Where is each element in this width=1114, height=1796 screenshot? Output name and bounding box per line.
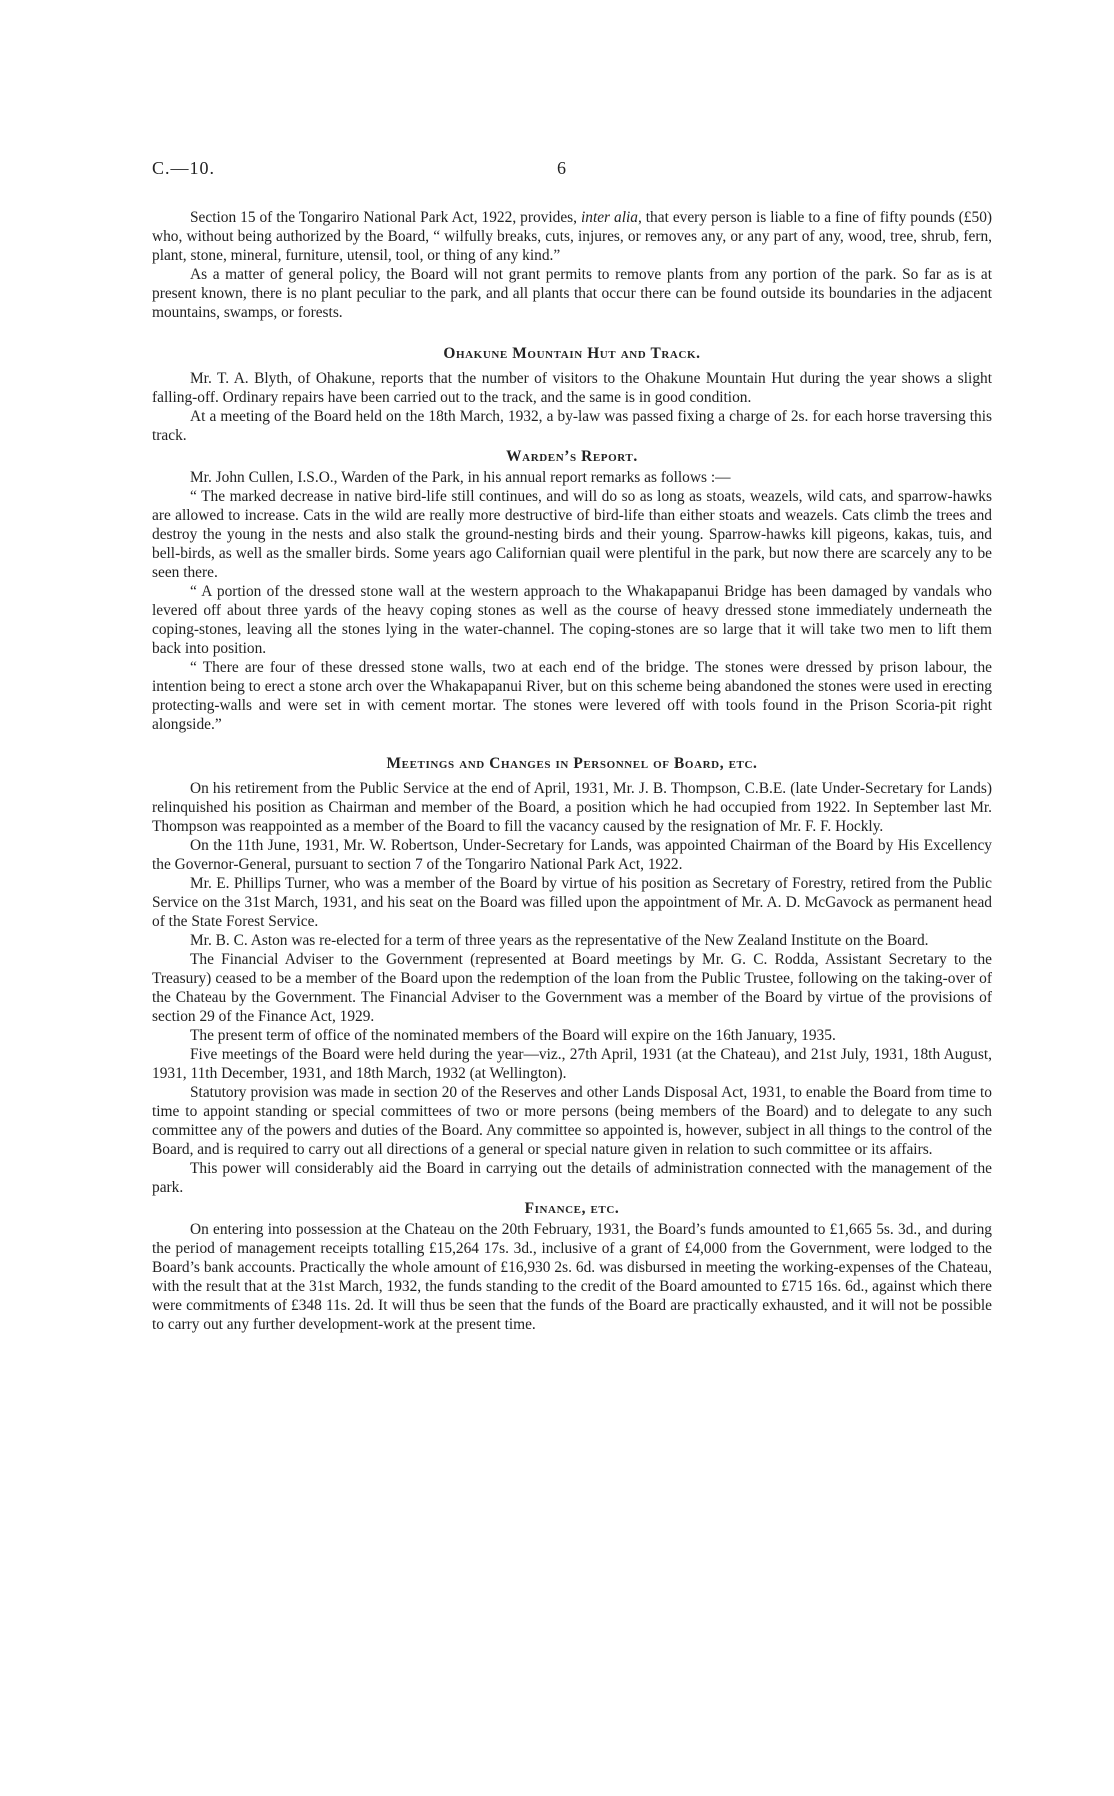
meetings-paragraph-9: This power will considerably aid the Board in carrying out the details of administration connected with the management of the park. [152,1160,992,1196]
intro-paragraph-1: Section 15 of the Tongariro National Park Act, 1922, provides, inter alia, that every person is liable to a fine of fifty pounds (£50) who, without being authorized by the Board, “ wilfully breaks, cuts, injures, or removes any, or any part of any, wood, tree, shrub, fern, plant, stone, mineral, furniture, utensil, tool, or thing of any kind.” [152,209,993,264]
meetings-paragraph-8: Statutory provision was made in section 20 of the Reserves and other Lands Disposal Act, 1931, to enable the Board from time to time to appoint standing or special committees of two or more persons (being members of the Board) and to delegate to any such committee any of the powers and duties of the Board. Any committee so appointed is, however, subject in all things to the control of the Board, and is required to carry out all directions of a general or special nature given in relation to such committee or its affairs. [152,1084,992,1158]
meetings-paragraph-3: Mr. E. Phillips Turner, who was a member of the Board by virtue of his position as Secretary of Forestry, retired from the Public Service on the 31st March, 1931, and his seat on the Board was filled upon the appointment of Mr. A. D. McGavock as permanent head of the State Forest Service. [152,875,992,930]
warden-paragraph-1: Mr. John Cullen, I.S.O., Warden of the Park, in his annual report remarks as follows :— [190,469,731,486]
ohakune-paragraph-2: At a meeting of the Board held on the 18th March, 1932, a by-law was passed fixing a charge of 2s. for each horse traversing this track. [152,408,992,444]
document-body [152,208,992,1334]
section-heading-finance: Finance, etc. [524,1200,620,1217]
page-number: 6 [557,158,566,178]
latin-phrase: inter alia [580,209,638,226]
meetings-paragraph-1: On his retirement from the Public Service at the end of April, 1931, Mr. J. B. Thompson, C.B.E. (late Under-Secretary for Lands) relinquished his position as Chairman and member of the Board, a position which he had occupied from 1922. In September last Mr. Thompson was reappointed as a member of the Board to fill the vacancy caused by the resignation of Mr. F. F. Hockly. [152,780,992,835]
warden-paragraph-4: “ There are four of these dressed stone walls, two at each end of the bridge. The stones were dressed by prison labour, the intention being to erect a stone arch over the Whakapapanui River, but on this scheme being abandoned the stones were used in erecting protecting-walls and were set in with cement mortar. The stones were levered off with tools found in the Prison Scoria-pit right alongside.” [152,659,992,733]
page-header [152,150,992,180]
ohakune-paragraph-1: Mr. T. A. Blyth, of Ohakune, reports that the number of visitors to the Ohakune Mountain Hut during the year shows a slight falling-off. Ordinary repairs have been carried out to the track, and the same is in good condition. [152,370,992,406]
meetings-paragraph-2: On the 11th June, 1931, Mr. W. Robertson, Under-Secretary for Lands, was appointed Chairman of the Board by His Excellency the Governor-General, pursuant to section 7 of the Tongariro National Park Act, 1922. [152,837,992,873]
document-page [152,150,992,1334]
meetings-paragraph-4: Mr. B. C. Aston was re-elected for a term of three years as the representative of the New Zealand Institute on the Board. [190,932,929,949]
warden-paragraph-2: “ The marked decrease in native bird-life still continues, and will do so as long as stoats, weazels, wild cats, and sparrow-hawks are allowed to increase. Cats in the wild are really more destructive of bird-life than either stoats and weazels. Cats climb the trees and destroy the young in the nests and also stalk the ground-nesting birds and their young. Sparrow-hawks kill pigeons, kakas, tuis, and bell-birds, as well as the smaller birds. Some years ago Californian quail were plentiful in the park, but now there are scarcely any to be seen there. [152,488,992,581]
section-heading-meetings: Meetings and Changes in Personnel of Board, etc. [386,755,758,772]
meetings-paragraph-7: Five meetings of the Board were held during the year—viz., 27th April, 1931 (at the Chateau), and 21st July, 1931, 18th August, 1931, 11th December, 1931, and 18th March, 1932 (at Wellington). [152,1046,992,1082]
warden-paragraph-3: “ A portion of the dressed stone wall at the western approach to the Whakapapanui Bridge has been damaged by vandals who levered off about three yards of the heavy coping stones as well as the course of heavy dressed stone immediately underneath the coping-stones, leaving all the stones lying in the water-channel. The coping-stones are so large that it will take two men to lift them back into position. [152,583,992,657]
meetings-paragraph-6: The present term of office of the nominated members of the Board will expire on the 16th January, 1935. [190,1027,836,1044]
finance-paragraph-1: On entering into possession at the Chateau on the 20th February, 1931, the Board’s funds amounted to £1,665 5s. 3d., and during the period of management receipts totalling £15,264 17s. 3d., inclusive of a grant of £4,000 from the Government, were lodged to the Board’s bank accounts. Practically the whole amount of £16,930 2s. 6d. was disbursed in meeting the working-expenses of the Chateau, with the result that at the 31st March, 1932, the funds standing to the credit of the Board amounted to £715 16s. 6d., against which there were commitments of £348 11s. 2d. It will thus be seen that the funds of the Board are practically exhausted, and it will not be possible to carry out any further development-work at the present time. [152,1221,992,1333]
intro-paragraph-2: As a matter of general policy, the Board will not grant permits to remove plants from any portion of the park. So far as is at present known, there is no plant peculiar to the park, and all plants that occur there can be found outside its boundaries in the adjacent mountains, swamps, or forests. [152,266,992,321]
section-heading-warden: Warden’s Report. [506,448,638,465]
section-heading-ohakune: Ohakune Mountain Hut and Track. [443,345,701,362]
document-reference: C.—10. [152,158,216,178]
meetings-paragraph-5: The Financial Adviser to the Government (represented at Board meetings by Mr. G. C. Rodda, Assistant Secretary to the Treasury) ceased to be a member of the Board upon the redemption of the loan from the Public Trustee, following on the taking-over of the Chateau by the Government. The Financial Adviser to the Government was a member of the Board by virtue of the provisions of section 29 of the Finance Act, 1929. [152,951,992,1025]
